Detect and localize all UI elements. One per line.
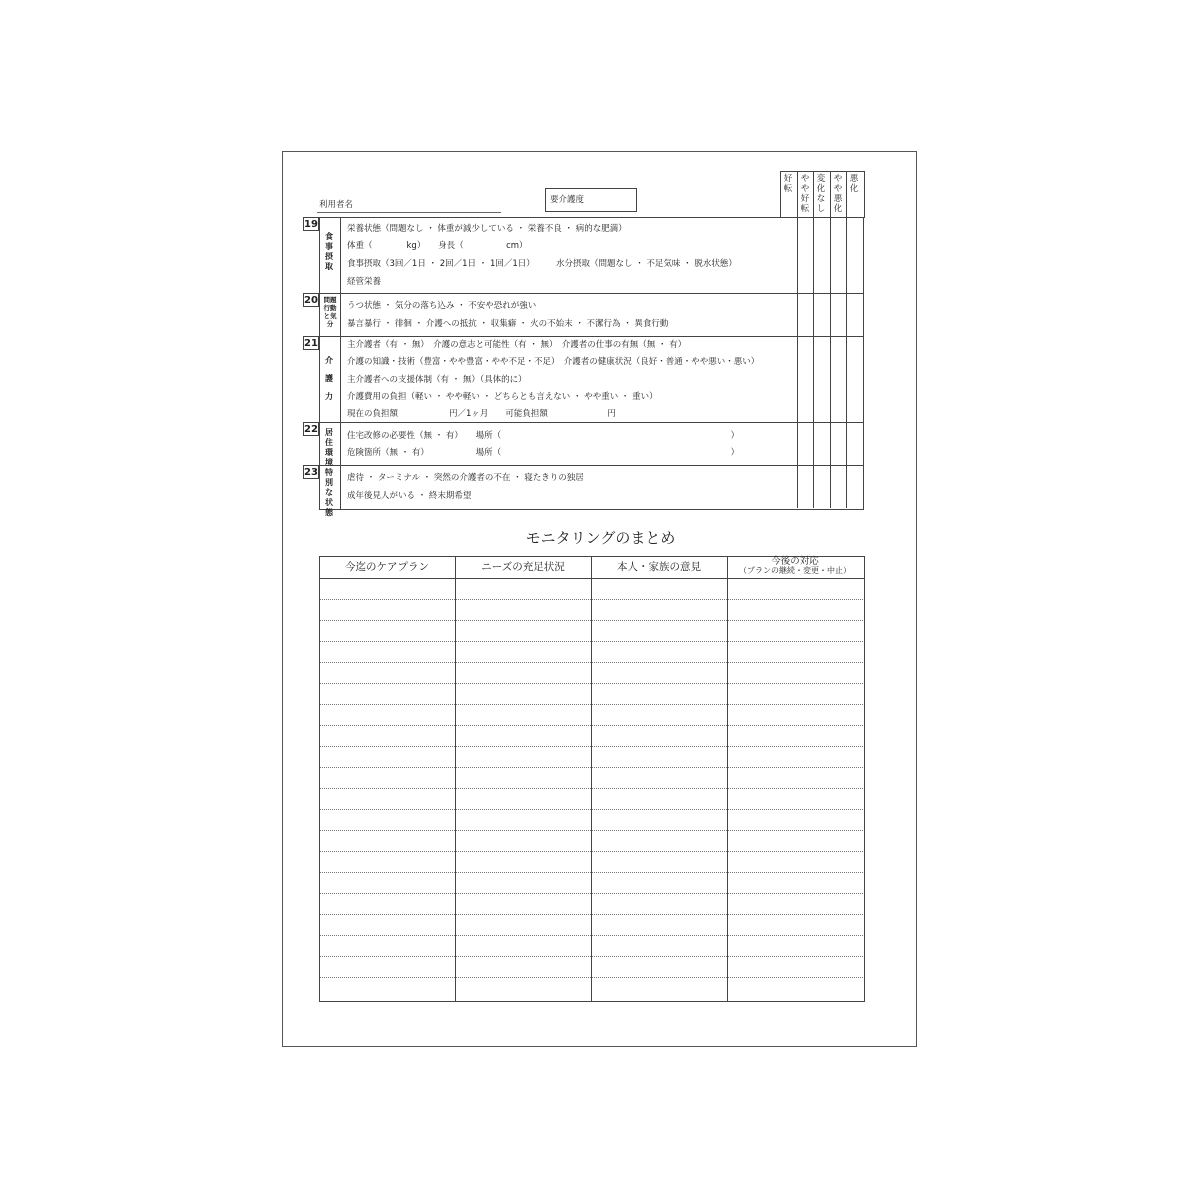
section-number-20: 20 — [304, 295, 318, 306]
section-19-line-4: 経管栄養 — [347, 277, 382, 287]
summary-writing-line[interactable] — [320, 725, 863, 726]
summary-writing-line[interactable] — [320, 914, 863, 915]
summary-col-next-action: 今後の対応 — [771, 556, 819, 567]
section-category-care-capacity: 介護力 — [325, 356, 333, 401]
rating-header-slightly-worse: やや悪化 — [833, 174, 843, 214]
summary-writing-line[interactable] — [320, 977, 863, 978]
section-category-behavior: 問題行動と気分 — [323, 296, 337, 328]
summary-col-opinion: 本人・家族の意見 — [617, 561, 701, 573]
section-21-line-3: 主介護者への支援体制（有 ・ 無）（具体的に） — [347, 375, 527, 385]
summary-writing-line[interactable] — [320, 620, 863, 621]
summary-writing-line[interactable] — [320, 956, 863, 957]
section-22-line-1: 住宅改修の必要性（無 ・ 有） 場所（ ） — [347, 431, 740, 441]
user-name-label: 利用者名 — [319, 200, 354, 210]
summary-writing-line[interactable] — [320, 851, 863, 852]
rating-header-worse: 悪化 — [849, 174, 859, 194]
summary-writing-line[interactable] — [320, 872, 863, 873]
section-21-line-5: 現在の負担額 円／1ヶ月 可能負担額 円 — [347, 409, 616, 419]
section-category-meal: 食事摂取 — [325, 232, 333, 271]
summary-col-needs: ニーズの充足状況 — [481, 561, 565, 573]
section-23-line-1: 虐待 ・ ターミナル ・ 突然の介護者の不在 ・ 寝たきりの独居 — [347, 473, 584, 483]
section-category-living-env: 居住環境 — [325, 428, 333, 467]
section-number-22: 22 — [304, 424, 318, 435]
form-sheet — [282, 151, 917, 1047]
summary-title: モニタリングのまとめ — [525, 529, 676, 547]
rating-header-improved: 好転 — [783, 174, 793, 194]
section-number-23: 23 — [304, 467, 318, 478]
section-20-line-2: 暴言暴行 ・ 徘徊 ・ 介護への抵抗 ・ 収集癖 ・ 火の不始末 ・ 不潔行為 ・ 異食行動 — [347, 319, 669, 329]
summary-writing-line[interactable] — [320, 809, 863, 810]
summary-writing-line[interactable] — [320, 641, 863, 642]
section-22-line-2: 危険箇所（無 ・ 有） 場所（ ） — [347, 448, 740, 458]
rating-header-slightly-improved: やや好転 — [800, 174, 810, 214]
summary-writing-line[interactable] — [320, 704, 863, 705]
summary-writing-line[interactable] — [320, 830, 863, 831]
section-number-19: 19 — [304, 219, 318, 230]
summary-col-careplan: 今迄のケアプラン — [345, 561, 429, 573]
section-number-21: 21 — [304, 338, 318, 349]
section-23-line-2: 成年後見人がいる ・ 終末期希望 — [347, 491, 472, 501]
summary-writing-line[interactable] — [320, 662, 863, 663]
section-category-special: 特別な状態 — [325, 468, 333, 517]
section-19-line-2: 体重（ kg） 身長（ cm） — [347, 241, 528, 251]
summary-writing-line[interactable] — [320, 788, 863, 789]
summary-writing-line[interactable] — [320, 935, 863, 936]
summary-writing-line[interactable] — [320, 746, 863, 747]
section-21-line-2: 介護の知識・技術（豊富・やや豊富・やや不足・不足） 介護者の健康状況（良好・普通・やや悪い・悪い） — [347, 357, 760, 367]
summary-col-next-action-sub: （プランの継続・変更・中止） — [739, 566, 851, 575]
section-19-line-1: 栄養状態（問題なし ・ 体重が減少している ・ 栄養不良 ・ 病的な肥満） — [347, 224, 627, 234]
care-level-label: 要介護度 — [550, 195, 585, 205]
care-level-box[interactable] — [545, 188, 637, 212]
summary-writing-line[interactable] — [320, 767, 863, 768]
summary-writing-line[interactable] — [320, 683, 863, 684]
summary-writing-line[interactable] — [320, 893, 863, 894]
section-21-line-4: 介護費用の負担（軽い ・ やや軽い ・ どちらとも言えない ・ やや重い ・ 重い） — [347, 392, 658, 402]
user-name-field[interactable] — [317, 212, 501, 213]
section-19-line-3: 食事摂取（3回／1日 ・ 2回／1日 ・ 1回／1日） 水分摂取（問題なし ・ 不足気味 ・ 脱水状態） — [347, 259, 737, 269]
summary-writing-line[interactable] — [320, 599, 863, 600]
rating-header-no-change: 変化なし — [816, 174, 826, 214]
section-21-line-1: 主介護者（有 ・ 無） 介護の意志と可能性（有 ・ 無） 介護者の仕事の有無（無 ・ 有） — [347, 340, 687, 350]
section-20-line-1: うつ状態 ・ 気分の落ち込み ・ 不安や恐れが強い — [347, 301, 537, 311]
